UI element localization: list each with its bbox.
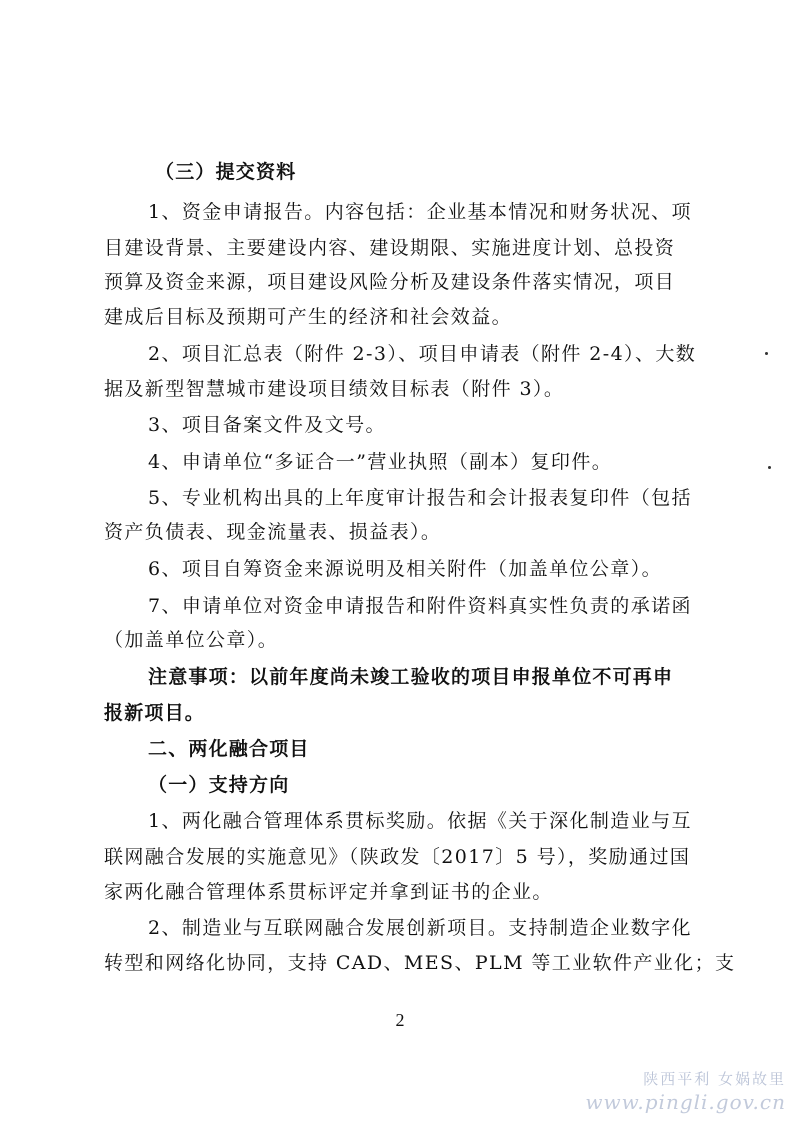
paragraph-line: 预算及资金来源，项目建设风险分析及建设条件落实情况，项目 (104, 271, 676, 293)
paragraph-line: 4、申请单位“多证合一”营业执照（副本）复印件。 (148, 451, 613, 473)
paragraph-line: 转型和网络化协同，支持 CAD、MES、PLM 等工业软件产业化；支 (104, 952, 736, 974)
page-number: 2 (395, 1010, 405, 1030)
subsection-heading-support-direction: （一）支持方向 (148, 774, 290, 796)
paragraph-line: 1、资金申请报告。内容包括：企业基本情况和财务状况、项 (148, 201, 692, 223)
paragraph-line: 建成后目标及预期可产生的经济和社会效益。 (104, 306, 513, 328)
watermark-url: www.pingli.gov.cn (585, 1090, 786, 1114)
watermark-text: 陕西平利 女娲故里 (643, 1070, 786, 1088)
paragraph-line: 5、专业机构出具的上年度审计报告和会计报表复印件（包括 (148, 487, 692, 509)
paragraph-line: 2、项目汇总表（附件 2-3）、项目申请表（附件 2-4）、大数 (148, 343, 697, 365)
paragraph-line: 3、项目备案文件及文号。 (148, 414, 386, 436)
paragraph-line: 2、制造业与互联网融合发展创新项目。支持制造企业数字化 (148, 917, 692, 939)
paragraph-line: 1、两化融合管理体系贯标奖励。依据《关于深化制造业与互 (148, 810, 692, 832)
paragraph-line: 7、申请单位对资金申请报告和附件资料真实性负责的承诺函 (148, 595, 692, 617)
paragraph-line: 目建设背景、主要建设内容、建设期限、实施进度计划、总投资 (104, 237, 676, 259)
notice-line: 报新项目。 (104, 702, 206, 724)
paragraph-line: 6、项目自筹资金来源说明及相关附件（加盖单位公章）。 (148, 558, 662, 580)
notice-line: 注意事项：以前年度尚未竣工验收的项目申报单位不可再申 (148, 666, 674, 688)
scan-speck (768, 466, 771, 469)
paragraph-line: 家两化融合管理体系贯标评定并拿到证书的企业。 (104, 881, 553, 903)
paragraph-line: 联网融合发展的实施意见》（陕政发〔2017〕5 号），奖励通过国 (104, 846, 691, 868)
paragraph-line: （加盖单位公章）。 (104, 629, 279, 651)
section-heading-informatization: 二、两化融合项目 (148, 738, 310, 760)
paragraph-line: 资产负债表、现金流量表、损益表）。 (104, 521, 442, 543)
paragraph-line: 据及新型智慧城市建设项目绩效目标表（附件 3）。 (104, 378, 565, 400)
scan-speck (765, 352, 768, 355)
section-heading-submit-materials: （三）提交资料 (155, 161, 297, 183)
